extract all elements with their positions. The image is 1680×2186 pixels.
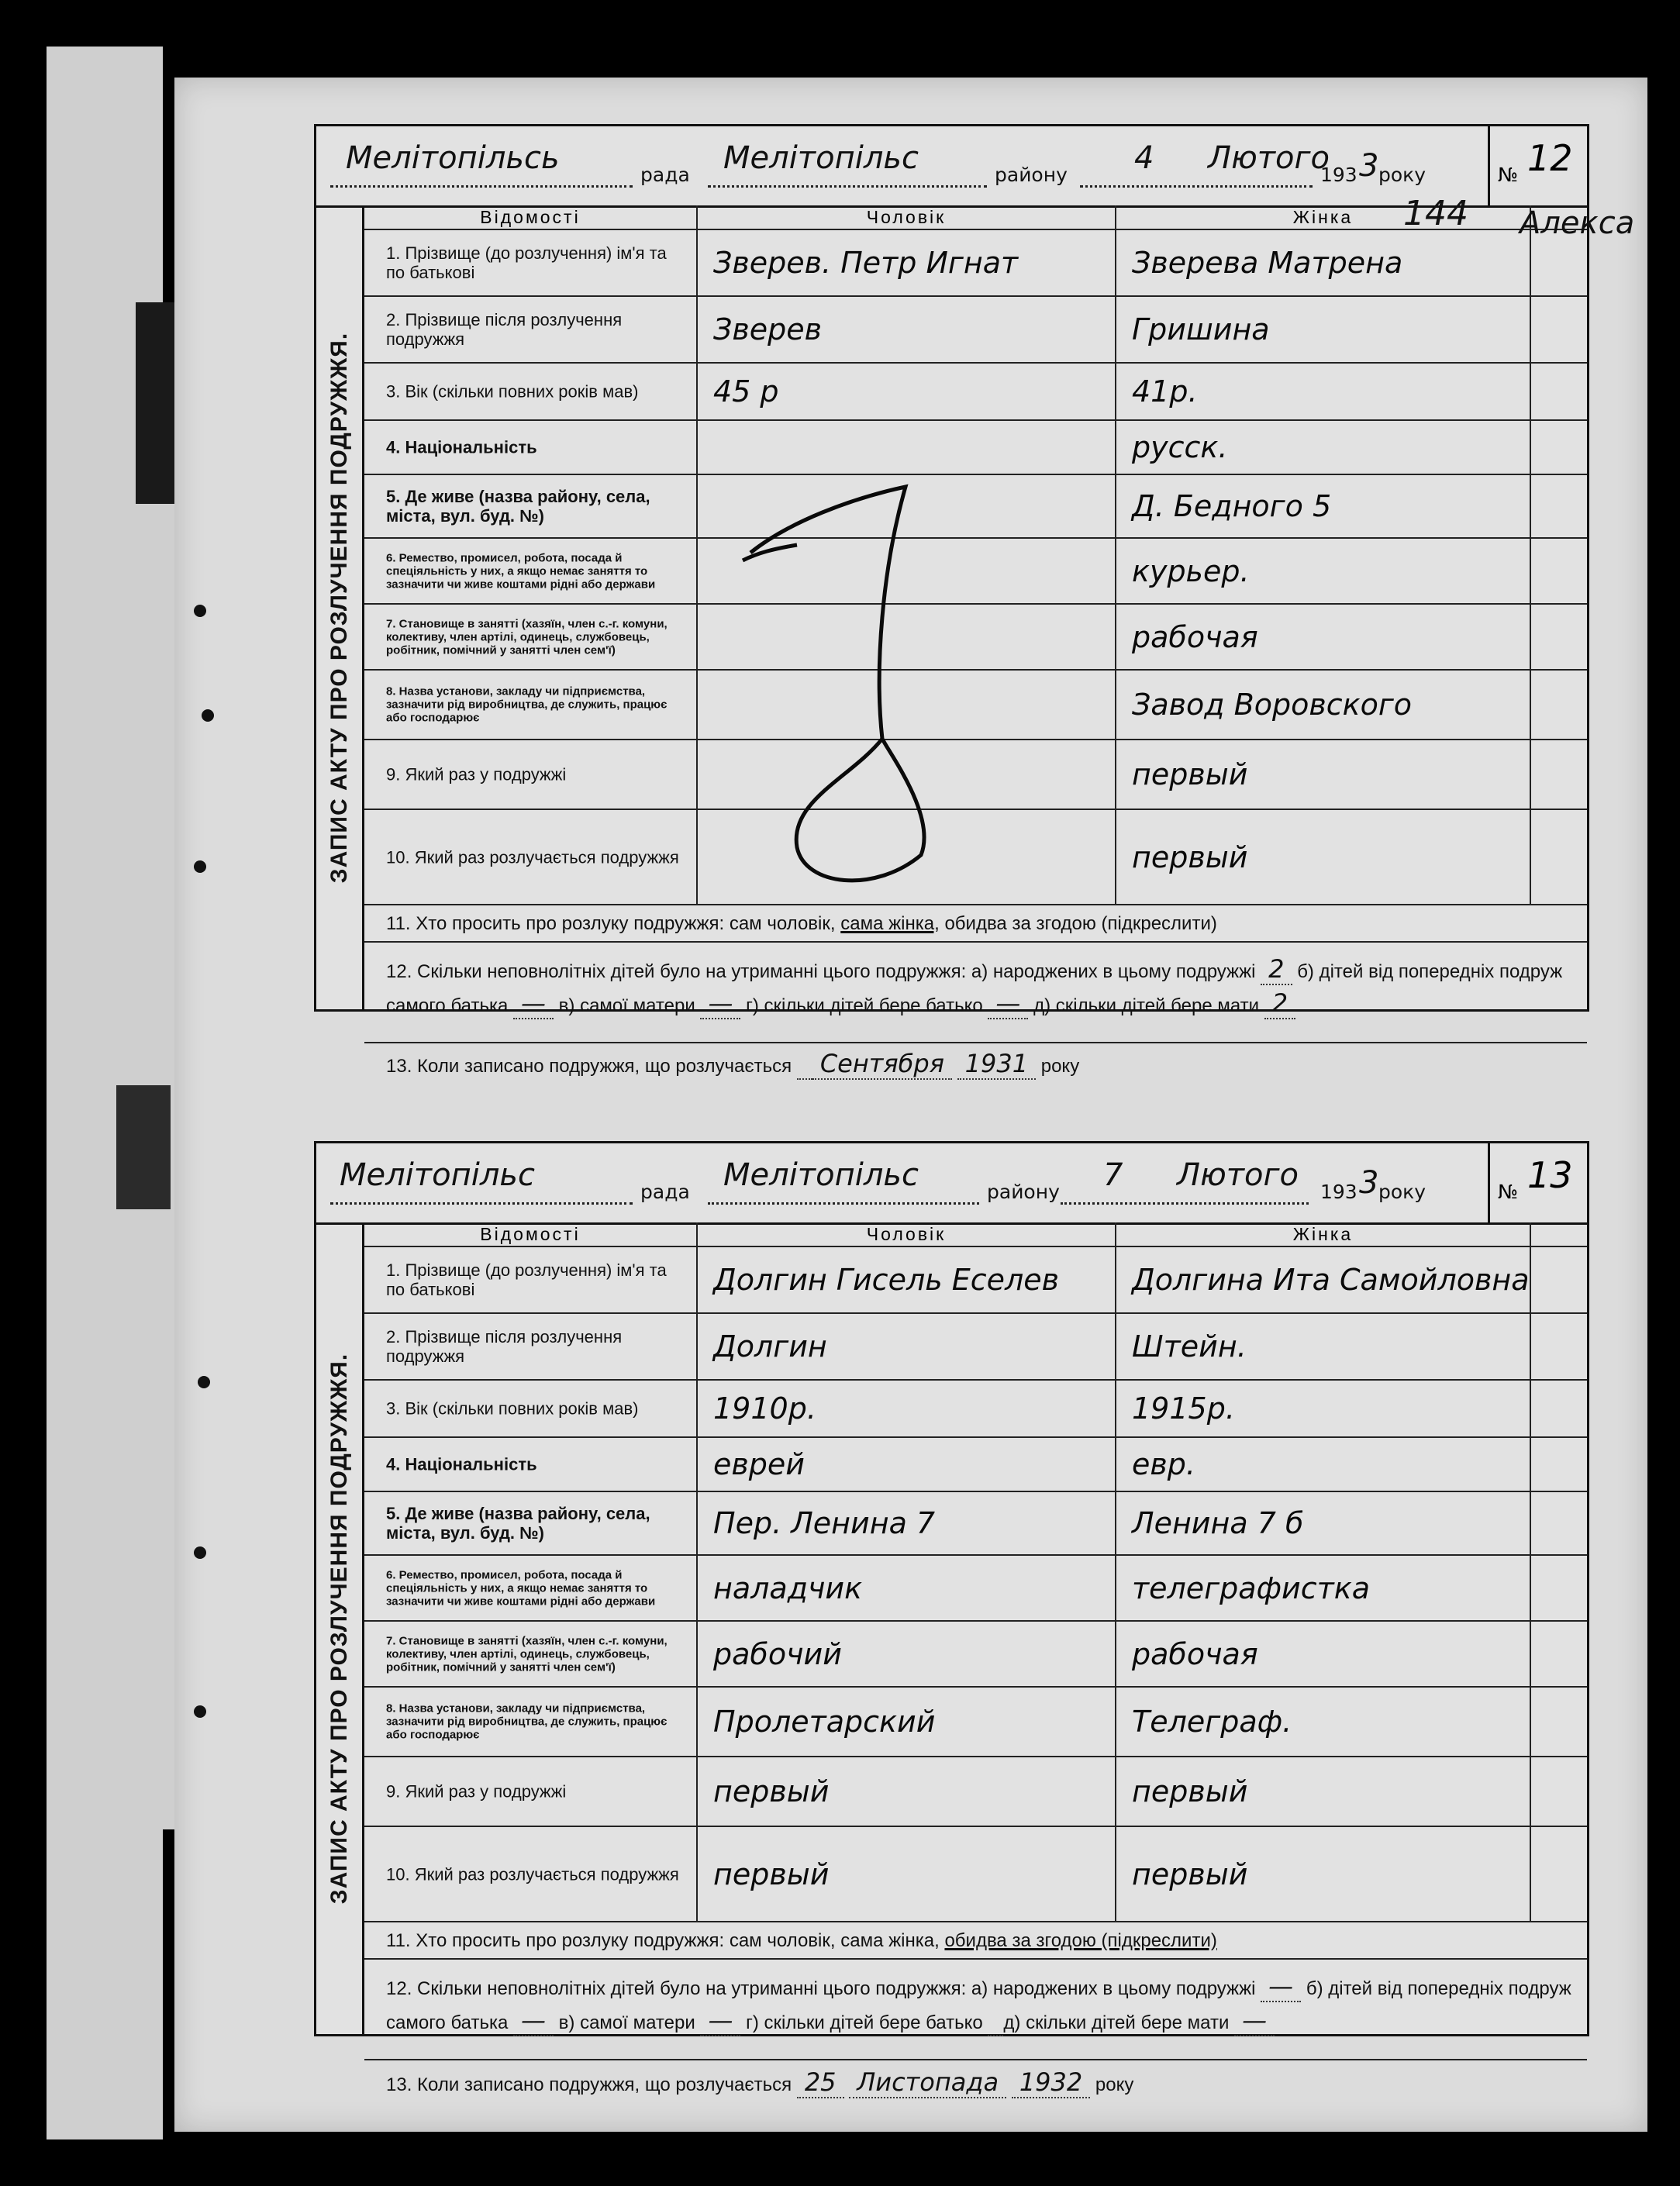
row13-text-a: 13. Коли записано подружжя, що розлучається [386,1056,792,1077]
row-label: 6. Ремество, промисел, робота, посада й спеціяльність у них, а якщо немає заняття то зазначити чи живе коштами рідні або держави [386,551,656,591]
table-row [364,740,1587,810]
number-label: № [1498,164,1519,186]
woman-value: курьер. [1132,553,1250,588]
table-row [364,1492,1587,1556]
row13-text-b: року [1095,2074,1134,2095]
row11-text-a: 11. Хто просить про розлуку подружжя: сам чоловік, [386,913,836,934]
man-value: первый [713,1774,830,1808]
crossed-out-mark [727,413,960,909]
record-number: 12 [1527,137,1573,179]
row-label: 9. Який раз у подружжі [386,1781,567,1802]
record-number-box [1488,126,1587,205]
man-value: Зверев [713,312,823,347]
table-row [364,1381,1587,1438]
row-11 [364,1922,1587,1960]
table-row [364,810,1587,905]
man-value: Долгин Гисель Еселев [713,1263,1060,1297]
man-value: 45 р [713,374,779,409]
record-table [364,205,1587,1078]
day-value: 4 [1134,140,1154,176]
father-takes [988,2005,1003,2036]
table-header-row [364,1222,1587,1247]
children-here: 2 [1261,954,1292,985]
row12-text-f: д) скільки дітей бере мати [1033,995,1260,1016]
woman-value: рабочая [1132,619,1258,654]
year-prefix: 193 [1320,164,1357,186]
row11-text-a: 11. Хто просить про розлуку подружжя: сам чоловік, [386,1930,836,1951]
month-value: Лютого [1208,140,1330,176]
table-row [364,297,1587,364]
row12-text-f: д) скільки дітей бере мати [1003,2012,1230,2033]
children-father: — [513,2005,554,2036]
woman-value: 41р. [1132,374,1198,409]
day-value: 7 [1103,1157,1123,1193]
punch-hole [194,605,206,617]
record-number: 13 [1527,1154,1573,1196]
row-label: 9. Який раз у подружжі [386,764,567,784]
row11-text-c: обидва за згодою (підкреслити) [944,1930,1217,1951]
table-row [364,539,1587,605]
woman-value: Завод Воровского [1132,688,1413,722]
row-label: 3. Вік (скільки повних років мав) [386,1398,639,1419]
col-header-woman: Жінка [1292,1223,1354,1244]
row-label: 10. Який раз розлучається подружжя [386,847,679,867]
record-number-box [1488,1143,1587,1222]
row-12 [364,943,1587,1043]
rayon-value: Мелітопільс [723,140,919,176]
row-11 [364,905,1587,943]
table-row [364,1314,1587,1381]
man-value: Пер. Ленина 7 [713,1506,936,1540]
col-header-man: Чоловік [866,206,947,227]
rada-value: Мелітопільсь [346,140,560,176]
row12-text-c: в) самої матери [558,995,695,1016]
children-mother: — [700,2005,740,2036]
row12-text-e: батько [926,2012,983,2033]
side-title [316,205,364,1009]
row12-text-b: б) дітей від попередніх подруж самого батька [386,961,1563,1016]
punch-hole [194,1546,206,1559]
table-row [364,475,1587,539]
children-here: — [1261,1971,1301,2002]
row-label: 5. Де живе (назва району, села, міста, вул. буд. №) [386,487,650,526]
table-row [364,1827,1587,1922]
row12-text-e: батько [926,995,983,1016]
row-label: 10. Який раз розлучається подружжя [386,1864,679,1884]
rayon-label: району [987,1181,1060,1203]
row11-text-b: сама жінка, [840,913,940,934]
row-label: 1. Прізвище (до розлучення) ім'я та по батькові [386,1260,667,1299]
woman-value: русск. [1132,430,1228,464]
table-row [364,1757,1587,1827]
table-row [364,230,1587,297]
man-value: Пролетарский [713,1705,936,1739]
year-digit: 3 [1359,1165,1379,1201]
father-takes: — [988,988,1028,1019]
woman-value: первый [1132,840,1248,874]
children-mother: — [700,988,740,1019]
row13-text-b: року [1040,1056,1080,1077]
col-header-info: Відомості [480,206,581,227]
side-title-text: ЗАПИС АКТУ ПРО РОЗЛУЧЕННЯ ПОДРУЖЖЯ. [326,1353,352,1904]
row12-text-d: г) скільки дітей бере [746,995,921,1016]
row-label: 1. Прізвище (до розлучення) ім'я та по батькові [386,243,667,282]
year-suffix: року [1378,1181,1426,1203]
row12-text-b: б) дітей від попередніх подруж самого батька [386,1978,1571,2033]
table-row [364,671,1587,740]
table-row [364,1622,1587,1688]
table-row [364,605,1587,671]
married-day: 25 [797,2067,844,2098]
row12-text-d: г) скільки дітей бере [746,2012,921,2033]
row12-text-a: 12. Скільки неповнолітніх дітей було на утриманні цього подружжя: а) народжених в цьому подружжі [386,961,1256,982]
table-row [364,364,1587,421]
year-suffix: року [1378,164,1426,186]
margin-note-number: 144 [1403,194,1468,233]
rayon-label: району [995,164,1068,186]
year-digit: 3 [1359,148,1379,184]
woman-value: первый [1132,1857,1248,1891]
row12-text-a: 12. Скільки неповнолітніх дітей було на утриманні цього подружжя: а) народжених в цьому подружжі [386,1978,1256,1999]
col-header-woman: Жінка [1292,206,1354,227]
row-label: 8. Назва установи, закладу чи підприємства, зазначити рід виробництва, де служить, працює або господарює [386,1702,668,1742]
row-label: 6. Ремество, промисел, робота, посада й спеціяльність у них, а якщо немає заняття то зазначити чи живе коштами рідні або держави [386,1568,656,1608]
woman-value: 1915р. [1132,1391,1235,1426]
woman-value: Долгина Ита Самойловна [1132,1263,1530,1297]
woman-value: телеграфистка [1132,1571,1371,1605]
row-label: 8. Назва установи, закладу чи підприємства, зазначити рід виробництва, де служить, працює або господарює [386,684,668,725]
rada-label: рада [640,1181,690,1203]
punch-hole [198,1376,210,1388]
woman-value: рабочая [1132,1636,1258,1671]
punch-hole [202,709,214,722]
man-value: еврей [713,1447,805,1481]
row-12 [364,1960,1587,2060]
row-label: 4. Національність [386,437,537,457]
row13-text-a: 13. Коли записано подружжя, що розлучається [386,2074,792,2095]
col-header-info: Відомості [480,1223,581,1244]
row-13 [364,1043,1587,1088]
rada-label: рада [640,164,690,186]
margin-note-name: Алекса [1520,205,1635,241]
mother-takes: 2 [1264,988,1295,1019]
table-row [364,1247,1587,1314]
table-row [364,1688,1587,1757]
row11-text-c: обидва за згодою (підкреслити) [944,913,1217,934]
month-value: Лютого [1177,1157,1299,1193]
punch-hole [194,1705,206,1718]
table-row [364,421,1587,475]
side-title [316,1222,364,2034]
row-label: 7. Становище в занятті (хазяїн, член с.-г. комуни, колективу, член артілі, одинець, службовець, робітник, помічний у занятті член сем'ї) [386,1634,668,1674]
man-value: 1910р. [713,1391,816,1426]
number-label: № [1498,1181,1519,1203]
rayon-value: Мелітопільс [723,1157,919,1193]
woman-value: Зверева Матрена [1132,246,1403,280]
man-value: первый [713,1857,830,1891]
table-row [364,1438,1587,1492]
woman-value: Телеграф. [1132,1705,1292,1739]
col-header-man: Чоловік [866,1223,947,1244]
row-label: 2. Прізвище після розлучення подружжя [386,1327,623,1366]
woman-value: первый [1132,1774,1248,1808]
man-value: Зверев. Петр Игнат [713,246,1019,280]
woman-value: Д. Бедного 5 [1132,489,1332,523]
married-month: Сентября [812,1049,952,1080]
row-13 [364,2060,1587,2113]
record-header [316,126,1587,208]
man-value: Долгин [713,1329,827,1364]
woman-value: Ленина 7 б [1132,1506,1304,1540]
row-label: 4. Національність [386,1454,537,1474]
row11-text-b: сама жінка, [840,1930,940,1951]
woman-value: Гришина [1132,312,1270,347]
row-label: 2. Прізвище після розлучення подружжя [386,310,623,349]
woman-value: евр. [1132,1447,1195,1481]
row12-text-c: в) самої матери [558,2012,695,2033]
punch-hole [194,860,206,873]
woman-value: Штейн. [1132,1329,1247,1364]
year-prefix: 193 [1320,1181,1357,1203]
divorce-record-13 [314,1141,1589,2097]
married-year: 1932 [1012,2067,1090,2098]
side-title-text: ЗАПИС АКТУ ПРО РОЗЛУЧЕННЯ ПОДРУЖЖЯ. [326,332,352,883]
children-father: — [513,988,554,1019]
row-label: 5. Де живе (назва району, села, міста, вул. буд. №) [386,1504,650,1543]
divorce-record-12 [314,124,1589,1078]
mother-takes: — [1234,2005,1275,2036]
married-month: Листопада [849,2067,1006,2098]
row-label: 7. Становище в занятті (хазяїн, член с.-г. комуни, колективу, член артілі, одинець, службовець, робітник, помічний у занятті член сем'ї) [386,617,668,657]
table-row [364,1556,1587,1622]
man-value: рабочий [713,1636,842,1671]
row-label: 3. Вік (скільки повних років мав) [386,381,639,402]
married-day [797,1049,812,1080]
man-value: наладчик [713,1571,863,1605]
rada-value: Мелітопільс [340,1157,535,1193]
married-year: 1931 [957,1049,1036,1080]
woman-value: первый [1132,757,1248,791]
record-table [364,1222,1587,2097]
record-header [316,1143,1587,1225]
